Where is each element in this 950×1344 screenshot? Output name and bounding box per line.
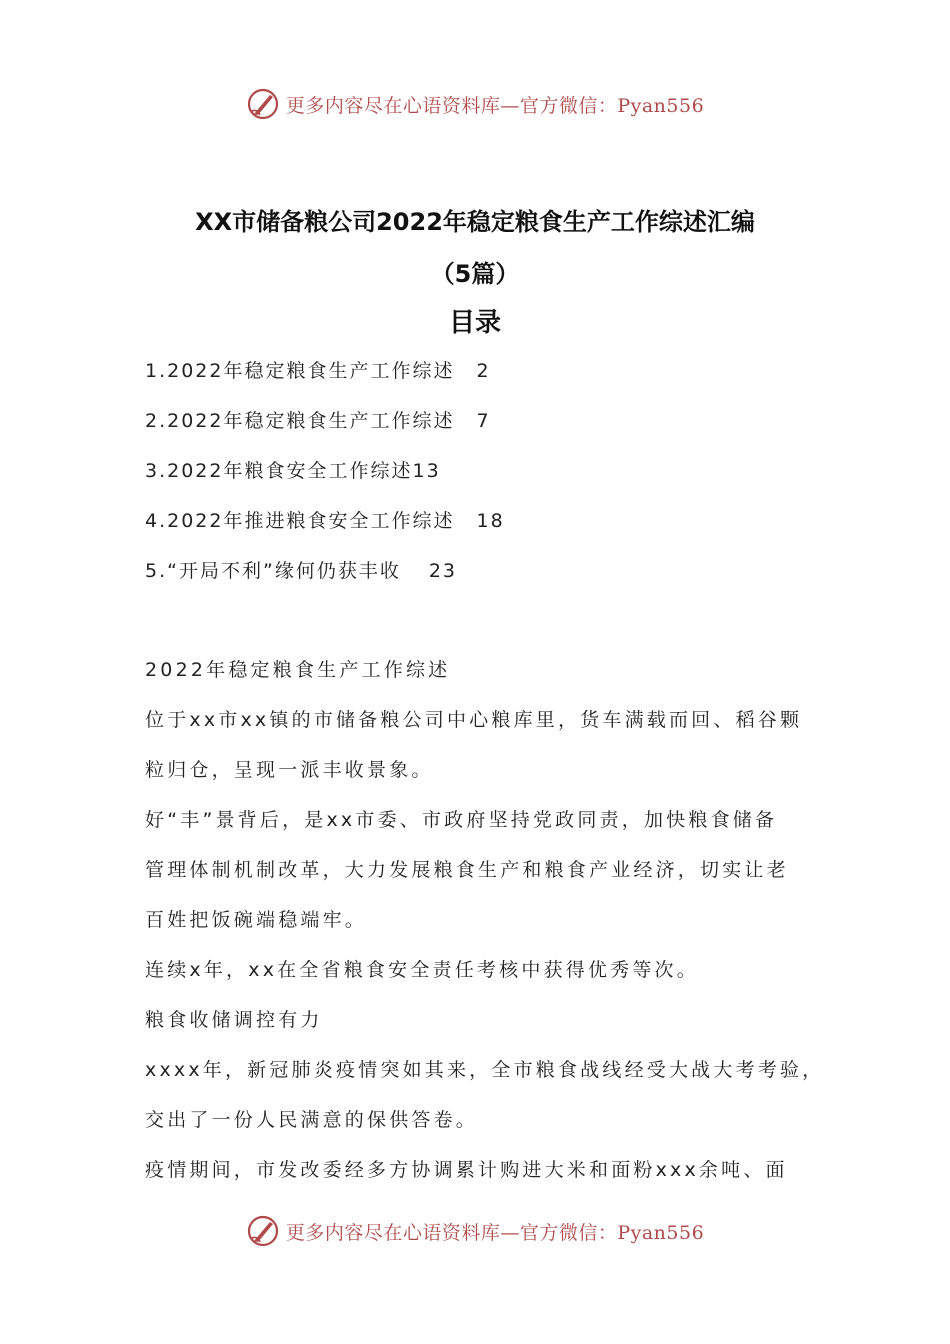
toc-entry-label: 1.2022年稳定粮食生产工作综述 <box>145 360 455 382</box>
body-text-line: 粒归仓，呈现一派丰收景象。 <box>145 759 434 781</box>
watermark-text: 更多内容尽在心语资料库—官方微信：Pyan556 <box>285 94 705 117</box>
watermark-footer <box>0 1211 950 1251</box>
body-text-line: 管理体制机制改革，大力发展粮食生产和粮食产业经济，切实让老 <box>145 859 789 881</box>
toc-entry-page: 2 <box>476 360 491 382</box>
toc-entry-page: 23 <box>428 560 458 582</box>
watermark-text: 更多内容尽在心语资料库—官方微信：Pyan556 <box>285 1221 705 1244</box>
toc-entry-page: 7 <box>476 410 491 432</box>
toc-entry[interactable] <box>145 406 491 433</box>
body-text-line: 位于xx市xx镇的市储备粮公司中心粮库里，货车满载而回、稻谷颗 <box>145 709 803 731</box>
toc-entry[interactable] <box>145 456 441 483</box>
quill-pen-seal-icon <box>246 1214 280 1248</box>
body-text-line: 百姓把饭碗端稳端牢。 <box>145 909 368 931</box>
body-text-line: 好“丰”景背后，是xx市委、市政府坚持党政同责，加快粮食储备 <box>145 809 778 831</box>
document-subtitle: （5篇） <box>430 260 520 288</box>
toc-entry-page: 18 <box>476 510 505 532</box>
toc-entry-label: 3.2022年粮食安全工作综述 <box>145 460 413 482</box>
toc-entry-page: 13 <box>412 460 441 482</box>
document-title: XX市储备粮公司2022年稳定粮食生产工作综述汇编 <box>195 208 755 236</box>
body-text-line: 连续x年，xx在全省粮食安全责任考核中获得优秀等次。 <box>145 959 699 981</box>
toc-heading: 目录 <box>448 308 501 338</box>
body-text-line: xxxx年，新冠肺炎疫情突如其来，全市粮食战线经受大战大考考验， <box>145 1059 825 1081</box>
toc-entry-label: 2.2022年稳定粮食生产工作综述 <box>145 410 455 432</box>
watermark-header <box>0 84 950 124</box>
toc-entry-label: 5.“开局不利”缘何仍获丰收 <box>145 560 401 582</box>
subsection-heading: 粮食收储调控有力 <box>145 1009 323 1031</box>
toc-entry-label: 4.2022年推进粮食安全工作综述 <box>145 510 455 532</box>
body-text-line: 疫情期间，市发改委经多方协调累计购进大米和面粉xxx余吨、面 <box>145 1159 788 1181</box>
section-heading: 2022年稳定粮食生产工作综述 <box>145 659 451 681</box>
toc-entry[interactable] <box>145 556 457 583</box>
body-text-line: 交出了一份人民满意的保供答卷。 <box>145 1109 479 1131</box>
toc-entry[interactable] <box>145 356 491 383</box>
quill-pen-seal-icon <box>246 87 280 121</box>
toc-entry[interactable] <box>145 506 505 533</box>
